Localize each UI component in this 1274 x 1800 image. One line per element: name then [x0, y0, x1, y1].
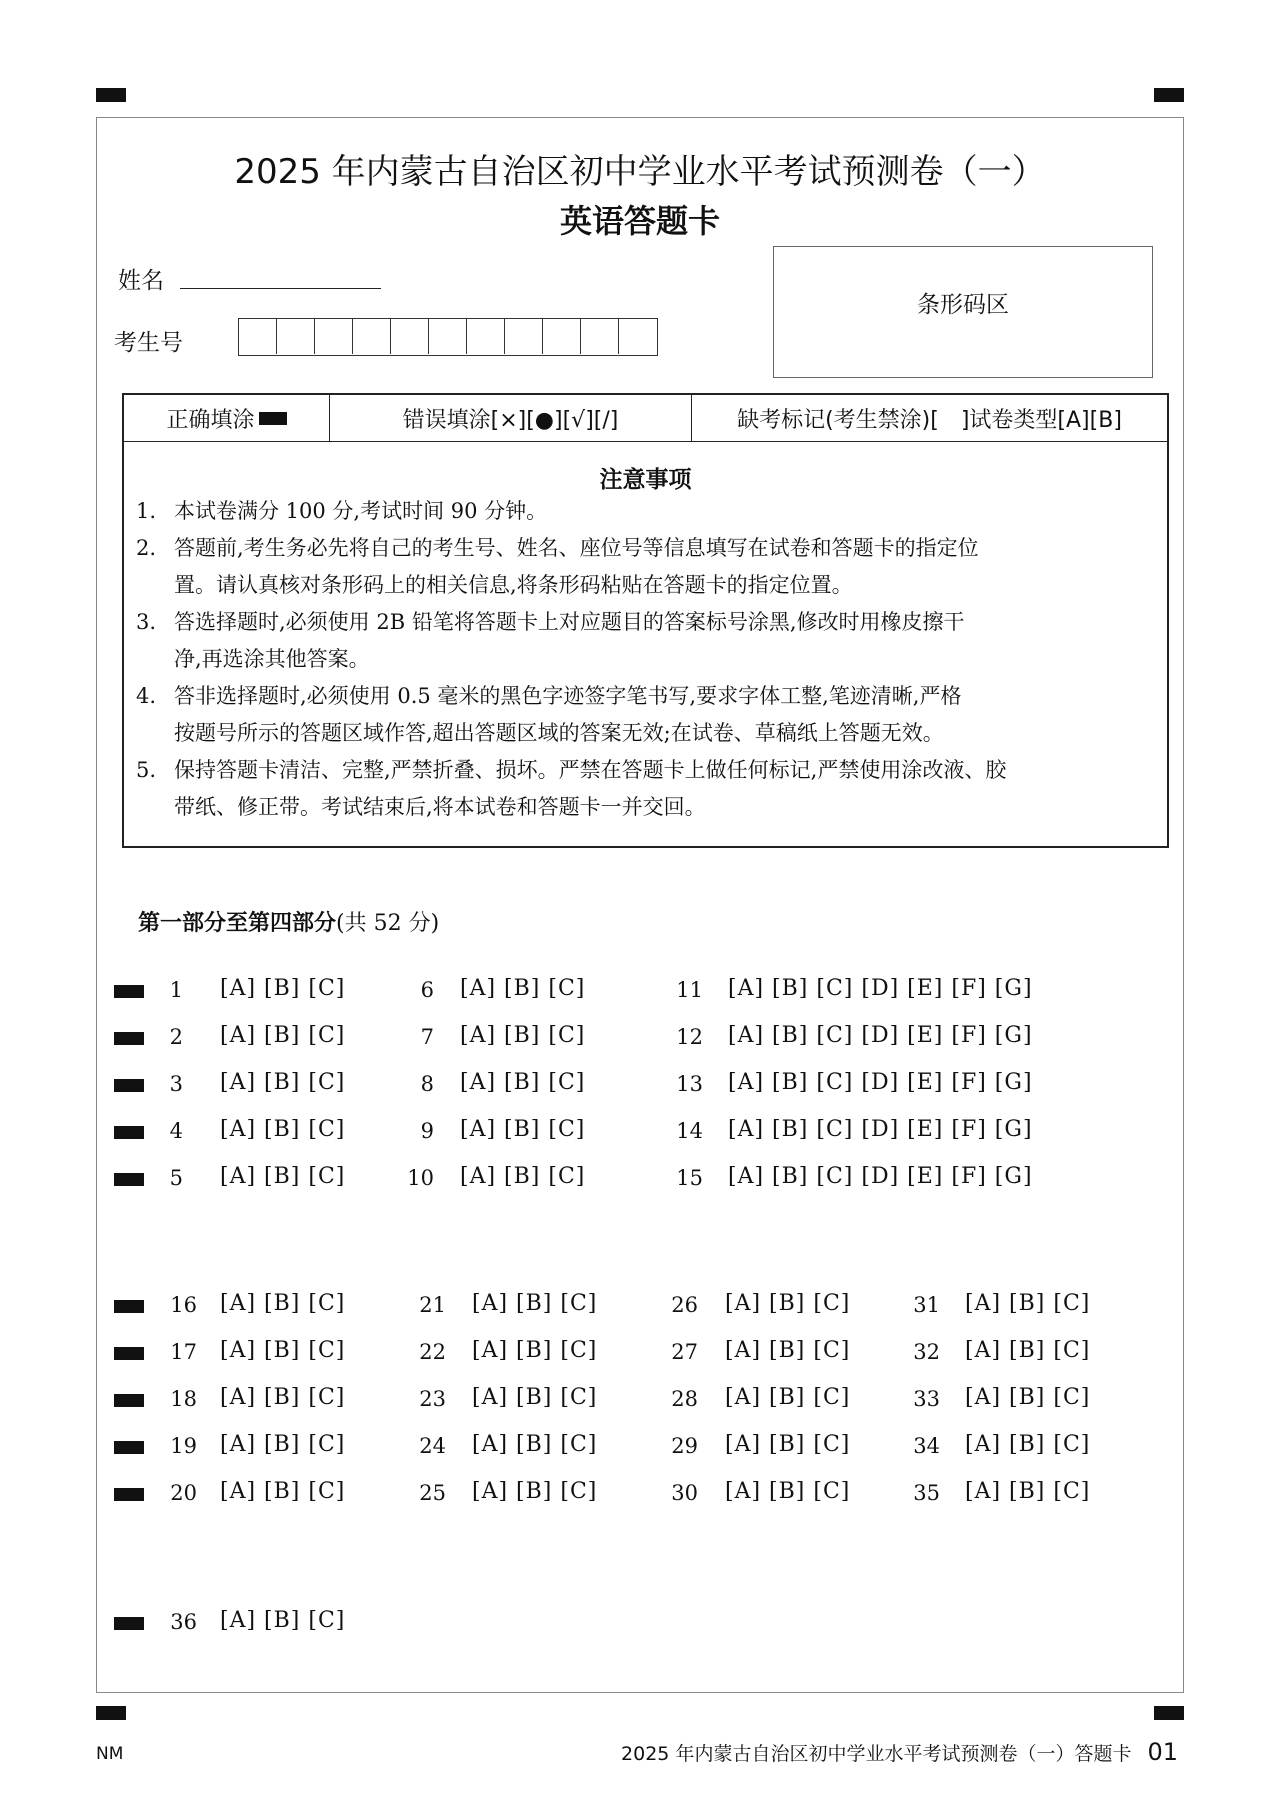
note-line: 本试卷满分 100 分,考试时间 90 分钟。: [174, 499, 548, 523]
barcode-area: [773, 246, 1153, 378]
answer-options[interactable]: [A] [B] [C]: [965, 1385, 1091, 1410]
answer-options[interactable]: [A] [B] [C]: [725, 1432, 851, 1457]
wrong-fill-label: 错误填涂[×][●][√][/]: [402, 407, 619, 433]
page-number: 01: [1147, 1738, 1178, 1766]
name-field[interactable]: [180, 288, 381, 289]
student-id-box[interactable]: [581, 319, 619, 354]
note-item: [136, 493, 1156, 530]
question-number: 24: [419, 1434, 446, 1458]
footer-region-code: NM: [96, 1744, 124, 1764]
answer-options[interactable]: [A] [B] [C]: [472, 1291, 598, 1316]
page-title: 2025 年内蒙古自治区初中学业水平考试预测卷（一）: [234, 152, 1046, 192]
timing-mark: [114, 1126, 144, 1139]
question-number: 12: [676, 1025, 703, 1049]
question-number: 18: [170, 1387, 197, 1411]
section-heading: [138, 906, 439, 937]
corner-mark-bottom-right: [1154, 1706, 1184, 1720]
answer-options[interactable]: [A] [B] [C]: [965, 1338, 1091, 1363]
answer-options[interactable]: [A] [B] [C]: [460, 976, 586, 1001]
answer-options[interactable]: [A] [B] [C]: [460, 1070, 586, 1095]
note-line: 答题前,考生务必先将自己的考生号、姓名、座位号等信息填写在试卷和答题卡的指定位: [174, 536, 979, 560]
answer-options[interactable]: [A] [B] [C]: [965, 1291, 1091, 1316]
question-number: 9: [420, 1119, 434, 1143]
answer-options[interactable]: [A] [B] [C]: [220, 1070, 346, 1095]
answer-options[interactable]: [A] [B] [C]: [965, 1479, 1091, 1504]
question-number: 3: [169, 1072, 183, 1096]
answer-options[interactable]: [A] [B] [C] [D] [E] [F] [G]: [728, 1164, 1033, 1189]
timing-mark: [114, 1617, 144, 1630]
student-id-box[interactable]: [505, 319, 543, 354]
student-id-box[interactable]: [429, 319, 467, 354]
note-line: 保持答题卡清洁、完整,严禁折叠、损坏。严禁在答题卡上做任何标记,严禁使用涂改液、胶: [174, 758, 1007, 782]
answer-options[interactable]: [A] [B] [C]: [220, 1479, 346, 1504]
answer-options[interactable]: [A] [B] [C]: [220, 1023, 346, 1048]
note-number: 5.: [136, 758, 157, 782]
note-number: 3.: [136, 610, 157, 634]
footer-title: [621, 1738, 1178, 1766]
corner-mark-top-right: [1154, 88, 1184, 102]
note-item: [136, 678, 1156, 752]
answer-options[interactable]: [A] [B] [C]: [472, 1432, 598, 1457]
answer-options[interactable]: [A] [B] [C] [D] [E] [F] [G]: [728, 1117, 1033, 1142]
question-number: 2: [169, 1025, 183, 1049]
question-number: 23: [419, 1387, 446, 1411]
note-item: [136, 530, 1156, 604]
answer-options[interactable]: [A] [B] [C]: [220, 1608, 346, 1633]
student-id-box[interactable]: [315, 319, 353, 354]
question-number: 20: [170, 1481, 197, 1505]
question-number: 4: [169, 1119, 183, 1143]
note-line: 置。请认真核对条形码上的相关信息,将条形码粘贴在答题卡的指定位置。: [174, 573, 853, 597]
note-line: 净,再选涂其他答案。: [174, 647, 370, 671]
paper-type-label: 试卷类型[A][B]: [969, 407, 1122, 433]
timing-mark: [114, 1441, 144, 1454]
timing-mark: [114, 1079, 144, 1092]
answer-options[interactable]: [A] [B] [C]: [472, 1479, 598, 1504]
question-number: 5: [169, 1166, 183, 1190]
question-number: 11: [676, 978, 703, 1002]
answer-options[interactable]: [A] [B] [C]: [220, 1385, 346, 1410]
question-number: 6: [420, 978, 434, 1002]
question-number: 16: [170, 1293, 197, 1317]
answer-options[interactable]: [A] [B] [C]: [725, 1479, 851, 1504]
student-id-box[interactable]: [239, 319, 277, 354]
timing-mark: [114, 1300, 144, 1313]
answer-options[interactable]: [A] [B] [C]: [725, 1291, 851, 1316]
correct-fill-cell: [124, 395, 330, 441]
corner-mark-top-left: [96, 88, 126, 102]
timing-mark: [114, 1173, 144, 1186]
question-number: 19: [170, 1434, 197, 1458]
answer-options[interactable]: [A] [B] [C]: [460, 1023, 586, 1048]
corner-mark-bottom-left: [96, 1706, 126, 1720]
page-subtitle: 英语答题卡: [559, 202, 720, 240]
notes-box: [122, 441, 1169, 848]
answer-options[interactable]: [A] [B] [C]: [965, 1432, 1091, 1457]
answer-options[interactable]: [A] [B] [C]: [725, 1385, 851, 1410]
question-number: 30: [671, 1481, 698, 1505]
timing-mark: [114, 1488, 144, 1501]
wrong-fill-cell: [330, 395, 692, 441]
student-id-label: 考生号: [114, 330, 183, 356]
fill-instructions: [122, 393, 1169, 442]
student-id-boxes[interactable]: [238, 318, 658, 356]
answer-options[interactable]: [A] [B] [C]: [472, 1385, 598, 1410]
absent-mark-label: 缺考标记(考生禁涂)[ ]: [737, 407, 970, 433]
question-number: 26: [671, 1293, 698, 1317]
question-number: 32: [913, 1340, 940, 1364]
timing-mark: [114, 1347, 144, 1360]
footer-text: 2025 年内蒙古自治区初中学业水平考试预测卷（一）答题卡: [621, 1743, 1132, 1765]
absent-type-cell: [692, 395, 1167, 441]
student-id-box[interactable]: [543, 319, 581, 354]
student-id-box[interactable]: [277, 319, 315, 354]
answer-options[interactable]: [A] [B] [C]: [220, 1432, 346, 1457]
question-number: 36: [170, 1610, 197, 1634]
question-number: 22: [419, 1340, 446, 1364]
question-number: 33: [913, 1387, 940, 1411]
question-number: 7: [420, 1025, 434, 1049]
student-id-box[interactable]: [619, 319, 657, 354]
question-number: 13: [676, 1072, 703, 1096]
answer-options[interactable]: [A] [B] [C] [D] [E] [F] [G]: [728, 1023, 1033, 1048]
answer-options[interactable]: [A] [B] [C]: [460, 1117, 586, 1142]
timing-mark: [114, 985, 144, 998]
note-item: [136, 604, 1156, 678]
question-number: 28: [671, 1387, 698, 1411]
answer-options[interactable]: [A] [B] [C]: [220, 1117, 346, 1142]
note-line: 答非选择题时,必须使用 0.5 毫米的黑色字迹签字笔书写,要求字体工整,笔迹清晰,严格: [174, 684, 962, 708]
note-number: 2.: [136, 536, 157, 560]
filled-mark-sample: [259, 412, 287, 425]
answer-options[interactable]: [A] [B] [C]: [220, 1164, 346, 1189]
answer-options[interactable]: [A] [B] [C]: [220, 1338, 346, 1363]
question-number: 25: [419, 1481, 446, 1505]
question-number: 27: [671, 1340, 698, 1364]
question-number: 29: [671, 1434, 698, 1458]
section-title: 第一部分至第四部分: [138, 911, 337, 936]
section-points: (共 52 分): [336, 911, 440, 936]
correct-fill-label: 正确填涂: [166, 407, 255, 433]
note-line: 答选择题时,必须使用 2B 铅笔将答题卡上对应题目的答案标号涂黑,修改时用橡皮擦干: [174, 610, 965, 634]
note-item: [136, 752, 1156, 826]
question-number: 8: [420, 1072, 434, 1096]
question-number: 31: [913, 1293, 940, 1317]
question-number: 34: [913, 1434, 940, 1458]
answer-options[interactable]: [A] [B] [C] [D] [E] [F] [G]: [728, 1070, 1033, 1095]
question-number: 17: [170, 1340, 197, 1364]
question-number: 10: [407, 1166, 434, 1190]
student-id-box[interactable]: [353, 319, 391, 354]
student-id-box[interactable]: [467, 319, 505, 354]
barcode-label: 条形码区: [917, 291, 1009, 318]
note-line: 按题号所示的答题区域作答,超出答题区域的答案无效;在试卷、草稿纸上答题无效。: [174, 721, 944, 745]
answer-options[interactable]: [A] [B] [C]: [460, 1164, 586, 1189]
timing-mark: [114, 1394, 144, 1407]
answer-options[interactable]: [A] [B] [C]: [472, 1338, 598, 1363]
student-id-box[interactable]: [391, 319, 429, 354]
question-number: 1: [169, 978, 183, 1002]
notes-title: 注意事项: [599, 467, 692, 493]
name-label: 姓名: [118, 268, 164, 294]
question-number: 21: [419, 1293, 446, 1317]
question-number: 15: [676, 1166, 703, 1190]
question-number: 14: [676, 1119, 703, 1143]
answer-options[interactable]: [A] [B] [C] [D] [E] [F] [G]: [728, 976, 1033, 1001]
answer-options[interactable]: [A] [B] [C]: [220, 976, 346, 1001]
answer-options[interactable]: [A] [B] [C]: [220, 1291, 346, 1316]
answer-options[interactable]: [A] [B] [C]: [725, 1338, 851, 1363]
question-number: 35: [913, 1481, 940, 1505]
note-number: 1.: [136, 499, 157, 523]
note-line: 带纸、修正带。考试结束后,将本试卷和答题卡一并交回。: [174, 795, 706, 819]
timing-mark: [114, 1032, 144, 1045]
note-number: 4.: [136, 684, 157, 708]
